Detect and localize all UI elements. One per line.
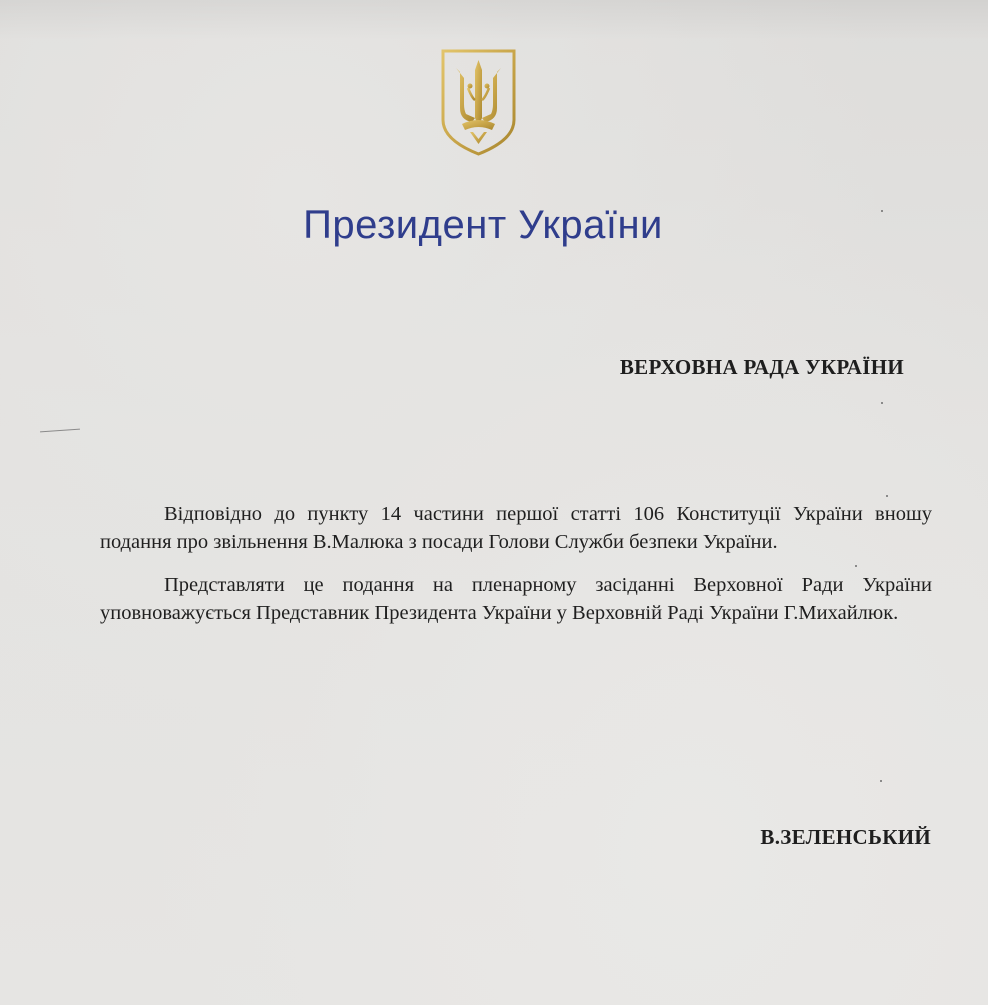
signature: В.ЗЕЛЕНСЬКИЙ	[760, 825, 931, 849]
addressee: ВЕРХОВНА РАДА УКРАЇНИ	[619, 355, 904, 379]
page-title: Президент України	[303, 203, 663, 247]
paper-scratch	[40, 429, 80, 433]
paper-speck	[855, 565, 857, 567]
paragraph: Представляти це подання на пленарному засіданні Верховної Ради України уповноважується Представник Президента України у Верховній Раді України Г.Михайлюк.	[100, 574, 932, 624]
paragraph: Відповідно до пункту 14 частини першої статті 106 Конституції України вношу подання про звільнення В.Малюка з посади Голови Служби безпеки України.	[100, 503, 932, 553]
paper-speck	[881, 210, 883, 212]
trident-coat-of-arms-icon	[440, 48, 517, 156]
paper-shadow	[0, 0, 988, 40]
paper-speck	[881, 402, 883, 404]
paper-speck	[886, 495, 888, 497]
paper-speck	[880, 780, 882, 782]
letter-body	[100, 500, 932, 642]
